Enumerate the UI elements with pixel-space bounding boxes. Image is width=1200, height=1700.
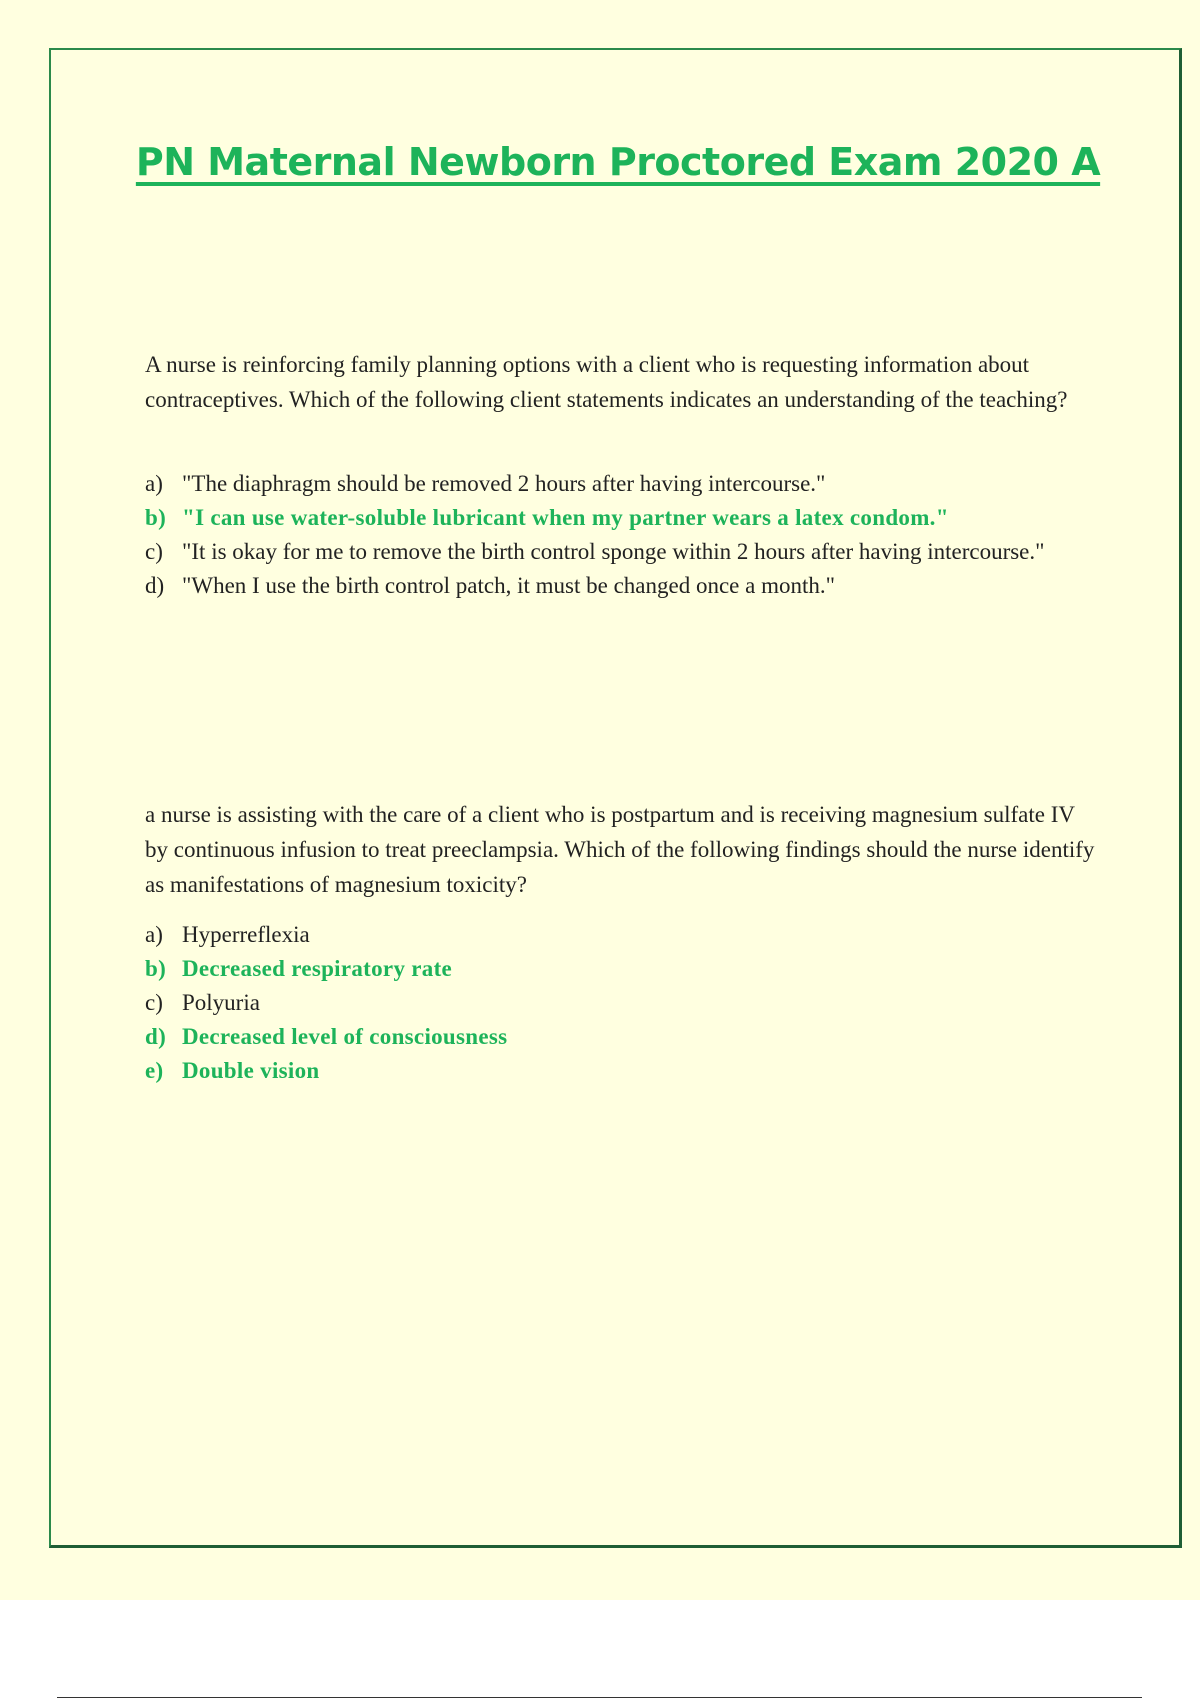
question-2-option-c <box>145 986 1075 1020</box>
question-1-options <box>145 467 1075 603</box>
option-letter: b) <box>145 505 167 530</box>
question-2-stem: a nurse is assisting with the care of a client who is postpartum and is receiving magnesium sulfate IV by continuous infusion to treat preeclampsia. Which of the following findings should the nurse identify as manifestations of magnesium toxicity? <box>145 802 1095 897</box>
footer-divider <box>57 1697 1142 1698</box>
document-title-text: PN Maternal Newborn Proctored Exam 2020 A <box>135 140 1101 184</box>
question-1-option-b <box>145 501 1075 535</box>
question-2-options <box>145 918 1075 1088</box>
option-text: Hyperreflexia <box>182 922 310 947</box>
option-text: "When I use the birth control patch, it must be changed once a month." <box>182 573 836 598</box>
question-1-option-a <box>145 467 1075 501</box>
question-1-stem: A nurse is reinforcing family planning options with a client who is requesting information about contraceptives. Which of the following client statements indicates an understanding of the teaching? <box>145 352 1068 412</box>
option-text: "The diaphragm should be removed 2 hours after having intercourse." <box>182 471 826 496</box>
option-letter: a) <box>145 922 163 947</box>
question-2-option-d <box>145 1020 1075 1054</box>
option-text: Polyuria <box>182 990 260 1015</box>
question-1-option-d <box>145 569 1075 603</box>
question-1-option-c <box>145 535 1075 569</box>
option-text: "I can use water-soluble lubricant when my partner wears a latex condom." <box>182 505 949 530</box>
option-letter: b) <box>145 956 167 981</box>
option-letter: d) <box>145 1024 167 1049</box>
option-letter: a) <box>145 471 163 496</box>
option-text: Double vision <box>182 1058 320 1083</box>
option-letter: c) <box>145 539 163 564</box>
document-title <box>0 140 1200 184</box>
question-2-option-b <box>145 952 1075 986</box>
question-2-option-a <box>145 918 1075 952</box>
option-letter: e) <box>145 1058 164 1083</box>
option-text: Decreased level of consciousness <box>182 1024 508 1049</box>
question-2-option-e <box>145 1054 1075 1088</box>
option-letter: d) <box>145 573 165 598</box>
option-text: "It is okay for me to remove the birth control sponge within 2 hours after having intercourse." <box>182 539 1045 564</box>
option-text: Decreased respiratory rate <box>182 956 453 981</box>
option-letter: c) <box>145 990 163 1015</box>
